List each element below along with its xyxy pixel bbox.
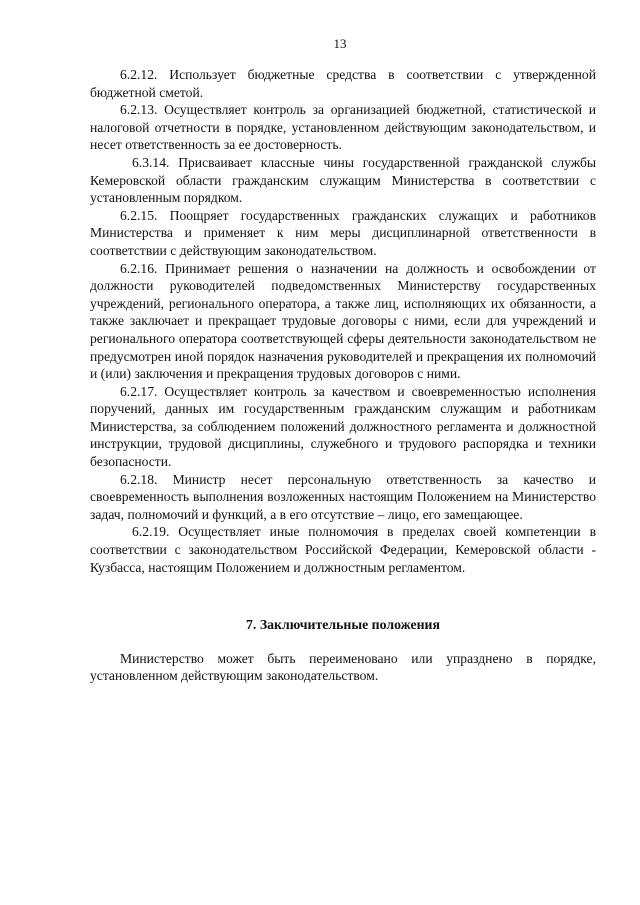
- final-paragraph: Министерство может быть переименовано или упразднено в порядке, установленном действующим законодательством.: [90, 650, 596, 684]
- paragraph-6-2-18: 6.2.18. Министр несет персональную ответственность за качество и своевременность выполнения возложенных настоящим Положением на Министерство задач, полномочий и функций, а в его отсутствие – лицо, его замещающее.: [90, 471, 596, 522]
- paragraph-6-2-16: 6.2.16. Принимает решения о назначении на должность и освобождении от должности руководителей подведомственных Министерству государственных учреждений, регионального оператора, а также лиц, исполняющих их обязанности, а также заключает и прекращает трудовые договоры с ними, если для учреждений и регионального оператора соответствующей сферы деятельности законодательством не предусмотрен иной порядок назначения руководителей и прекращения их полномочий и (или) заключения и прекращения трудовых договоров с ними.: [90, 260, 596, 382]
- paragraph-6-2-13: 6.2.13. Осуществляет контроль за организацией бюджетной, статистической и налоговой отчетности в порядке, установленном действующим законодательством, и несет ответственность за ее достоверность.: [90, 102, 596, 153]
- paragraph-6-3-14: 6.3.14. Присваивает классные чины государственной гражданской службы Кемеровской области гражданским служащим Министерства в соответствии с установленным порядком.: [90, 154, 596, 206]
- final-section: [90, 650, 596, 685]
- paragraph-6-2-12: 6.2.12. Использует бюджетные средства в соответствии с утвержденной бюджетной сметой.: [90, 67, 596, 100]
- paragraph-6-2-15: 6.2.15. Поощряет государственных гражданских служащих и работников Министерства и применяет к ним меры дисциплинарной ответственности в соответствии с действующим законодательством.: [90, 207, 596, 258]
- document-body: [90, 66, 596, 685]
- section-heading: 7. Заключительные положения: [246, 617, 440, 633]
- paragraph-6-2-17: 6.2.17. Осуществляет контроль за качеством и своевременностью исполнения поручений, данных им государственным гражданским служащим и работникам Министерства, за соблюдением положений должностного регламента и должностной инструкции, трудовой дисциплины, служебного и трудового распорядка и техники безопасности.: [90, 383, 596, 470]
- paragraph-6-2-19: 6.2.19. Осуществляет иные полномочия в пределах своей компетенции в соответствии с законодательством Российской Федерации, Кемеровской области - Кузбасса, настоящим Положением и должностным регламентом.: [90, 524, 596, 575]
- page-number: 13: [333, 36, 347, 51]
